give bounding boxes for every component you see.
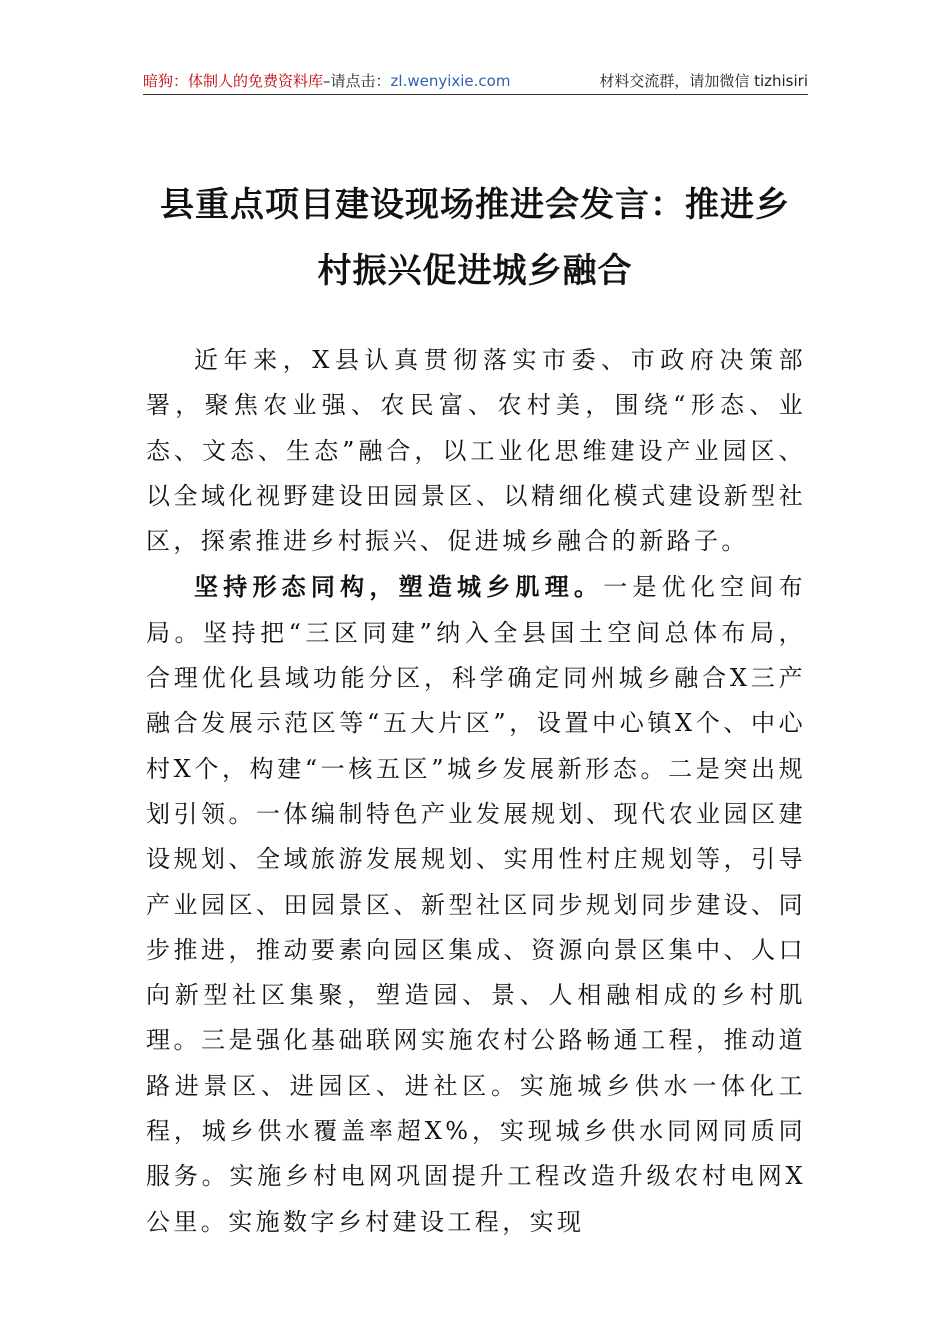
paragraph-intro: [146, 338, 806, 564]
site-link[interactable]: zl.wenyixie.com: [390, 72, 511, 90]
paragraph-section-1: [146, 564, 806, 1244]
page-header: [143, 70, 808, 92]
paragraph-text: 一是优化空间布局。坚持把“三区同建”纳入全县国土空间总体布局，合理优化县域功能分区，科学确定同州城乡融合X三产融合发展示范区等“五大片区”，设置中心镇X个、中心村X个，构建“一核五区”城乡发展新形态。二是突出规划引领。一体编制特色产业发展规划、现代农业园区建设规划、全域旅游发展规划、实用性村庄规划等，引导产业园区、田园景区、新型社区同步规划同步建设、同步推进，推动要素向园区集成、资源向景区集中、人口向新型社区集聚，塑造园、景、人相融相成的乡村肌理。三是强化基础联网实施农村公路畅通工程，推动道路进景区、进园区、进社区。实施城乡供水一体化工程，城乡供水覆盖率超X%，实现城乡供水同网同质同服务。实施乡村电网巩固提升工程改造升级农村电网X公里。实施数字乡村建设工程，实现: [146, 573, 806, 1236]
paragraph-text: 近年来，X县认真贯彻落实市委、市政府决策部署，聚焦农业强、农民富、农村美，围绕“形态、业态、文态、生态”融合，以工业化思维建设产业园区、以全域化视野建设田园景区、以精细化模式建设新型社区，探索推进乡村振兴、促进城乡融合的新路子。: [146, 346, 806, 556]
document-body: [146, 338, 806, 1245]
document-title: 县重点项目建设现场推进会发言：推进乡村振兴促进城乡融合: [160, 185, 790, 291]
site-name: 暗狗：体制人的免费资料库: [143, 72, 324, 90]
wechat-note: 材料交流群，请加微信 tizhisiri: [599, 72, 808, 90]
header-divider: [143, 94, 808, 95]
section-heading: 坚持形态同构，塑造城乡肌理。: [194, 572, 604, 602]
click-prompt: –请点击：: [323, 72, 391, 90]
